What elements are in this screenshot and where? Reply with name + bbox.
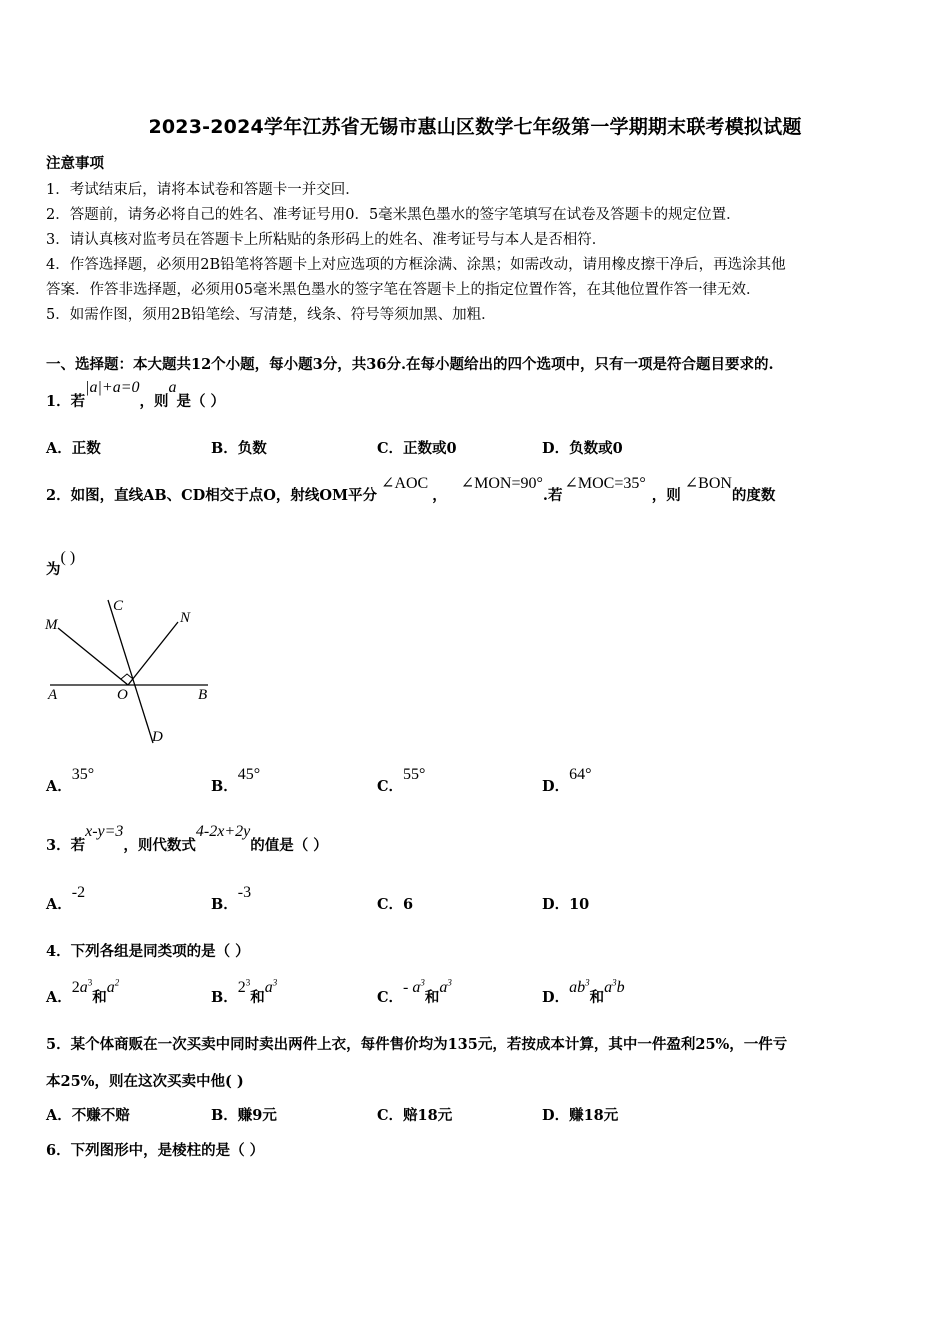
question-5: 5．某个体商贩在一次买卖中同时卖出两件上衣，每件售价均为135元，若按成本计算，其中一件盈利25%，一件亏 bbox=[46, 1036, 788, 1053]
note-item-5: 5．如需作图，须用2B铅笔绘、写清楚，线条、符号等须加黑、加粗． bbox=[46, 307, 496, 323]
line-cd bbox=[108, 600, 153, 743]
q1-option-b: B．负数 bbox=[211, 440, 267, 457]
q2-option-b-letter: B． bbox=[211, 778, 238, 795]
q2-option-b bbox=[211, 766, 261, 796]
q4-option-c-letter: C． bbox=[377, 989, 404, 1006]
q1-mid: ，则 bbox=[139, 393, 169, 410]
q2-option-c bbox=[377, 766, 426, 796]
q2-stem-a: 2．如图，直线AB、CD相交于点O，射线OM平分 bbox=[46, 487, 378, 504]
q4-option-b-and: 和 bbox=[250, 989, 265, 1006]
q2-option-a bbox=[46, 766, 95, 796]
q2-stem-c: 为 bbox=[46, 561, 61, 578]
note-item-4: 4．作答选择题，必须用2B铅笔将答题卡上对应选项的方框涂满、涂黑；如需改动，请用橡皮擦干净后，再选涂其他 bbox=[46, 257, 786, 273]
q4-option-d: D．$ab^3$和$a^3b$ bbox=[542, 977, 625, 1006]
q2-sep-2: .若 bbox=[542, 487, 563, 504]
q5-option-d: D．赚18元 bbox=[542, 1107, 619, 1124]
q1-option-a: A．正数 bbox=[46, 440, 101, 457]
q3-expr-2: 4-2x+2y bbox=[195, 823, 251, 840]
q2-sep-3: ，则 bbox=[651, 487, 681, 504]
q5-option-b: B．赚9元 bbox=[211, 1107, 277, 1124]
q4-option-a-letter: A． bbox=[46, 989, 72, 1006]
q1-var: a bbox=[168, 379, 177, 396]
q1-num: 1．若 bbox=[46, 393, 86, 410]
q4-option-b: B．$2^3$和$a^3$ bbox=[211, 977, 278, 1006]
q2-option-d bbox=[542, 766, 592, 796]
q2-option-a-letter: A． bbox=[46, 778, 72, 795]
q4-option-a-and: 和 bbox=[92, 989, 107, 1006]
question-2-cont bbox=[46, 549, 76, 579]
label-c: C bbox=[113, 598, 124, 614]
q3-expr-1: x-y=3 bbox=[85, 823, 124, 840]
q3-option-b bbox=[211, 884, 252, 914]
q4-option-c-and: 和 bbox=[424, 989, 440, 1006]
q5-option-a: A．不赚不赔 bbox=[46, 1107, 130, 1124]
q2-option-c-letter: C． bbox=[377, 778, 404, 795]
q2-figure bbox=[40, 595, 220, 755]
note-item-1: 1．考试结束后，请将本试卷和答题卡一并交回． bbox=[46, 182, 360, 198]
label-o: O bbox=[117, 687, 128, 703]
q2-option-a-value: 35° bbox=[71, 766, 95, 783]
q2-paren: ( ) bbox=[60, 549, 76, 566]
q3-option-a-value: -2 bbox=[71, 884, 86, 901]
q2-angle-mon: ∠MON=90° bbox=[460, 475, 543, 492]
note-item-2: 2．答题前，请务必将自己的姓名、准考证号用0．5毫米黑色墨水的签字笔填写在试卷及答题卡的规定位置． bbox=[46, 207, 741, 223]
q2-sep-1: ， bbox=[432, 487, 447, 504]
q5-option-c: C．赔18元 bbox=[377, 1107, 453, 1124]
q4-option-a: A．$2a^3$和$a^2$ bbox=[46, 977, 120, 1006]
q4-option-d-letter: D． bbox=[542, 989, 570, 1006]
q3-option-d-value: 10 bbox=[569, 896, 590, 913]
q2-angle-moc: ∠MOC=35° bbox=[564, 475, 646, 492]
question-6: 6．下列图形中，是棱柱的是（ ） bbox=[46, 1142, 265, 1159]
label-b: B bbox=[198, 687, 208, 703]
q2-angle-aoc: ∠AOC bbox=[381, 475, 429, 492]
q1-option-c: C．正数或0 bbox=[377, 440, 457, 457]
q3-option-d-letter: D． bbox=[542, 896, 570, 913]
q3-option-a-letter: A． bbox=[46, 896, 72, 913]
question-1 bbox=[46, 379, 226, 411]
q2-option-d-letter: D． bbox=[542, 778, 570, 795]
section-heading: 一、选择题：本大题共12个小题，每小题3分，共36分.在每小题给出的四个选项中，只有一项是符合题目要求的. bbox=[46, 356, 774, 373]
q2-option-d-value: 64° bbox=[569, 766, 592, 783]
q1-expr: |a|+a=0 bbox=[85, 379, 140, 396]
q4-option-c: C．- $a^3$和$a^3$ bbox=[377, 977, 452, 1006]
q3-option-a bbox=[46, 884, 86, 914]
question-4: 4．下列各组是同类项的是（ ） bbox=[46, 943, 250, 960]
q2-stem-b: 的度数 bbox=[731, 487, 776, 504]
label-a: A bbox=[48, 687, 58, 703]
note-item-4-cont: 答案．作答非选择题，必须用05毫米黑色墨水的签字笔在答题卡上的指定位置作答，在其他位置作答一律无效． bbox=[46, 282, 761, 298]
q2-option-c-value: 55° bbox=[403, 766, 426, 783]
q3-option-d bbox=[542, 893, 589, 914]
question-5-cont: 本25%，则在这次买卖中他( ) bbox=[46, 1073, 244, 1090]
q3-option-b-value: -3 bbox=[237, 884, 252, 901]
q3-option-c-letter: C． bbox=[377, 896, 404, 913]
note-item-3: 3．请认真核对监考员在答题卡上所粘贴的条形码上的姓名、准考证号与本人是否相符． bbox=[46, 232, 607, 248]
question-3 bbox=[46, 823, 328, 855]
q2-angle-bon: ∠BON bbox=[684, 475, 732, 492]
q4-option-d-and: 和 bbox=[589, 989, 605, 1006]
exam-title: 2023-2024学年江苏省无锡市惠山区数学七年级第一学期期末联考模拟试题 bbox=[148, 116, 802, 138]
question-2 bbox=[46, 475, 776, 505]
ray-on bbox=[128, 622, 178, 685]
q3-num: 3．若 bbox=[46, 837, 86, 854]
notes-heading: 注意事项 bbox=[46, 155, 104, 172]
q3-option-c-value: 6 bbox=[403, 896, 414, 913]
q4-option-b-letter: B． bbox=[211, 989, 238, 1006]
label-d: D bbox=[152, 729, 163, 745]
q2-option-b-value: 45° bbox=[237, 766, 261, 783]
q3-option-c bbox=[377, 893, 413, 914]
q1-tail: 是（ ） bbox=[176, 393, 226, 410]
q3-option-b-letter: B． bbox=[211, 896, 238, 913]
q3-mid: ，则代数式 bbox=[123, 837, 196, 854]
q1-option-d: D．负数或0 bbox=[542, 440, 623, 457]
label-m: M bbox=[45, 617, 58, 633]
ray-om bbox=[58, 628, 128, 685]
q3-tail: 的值是（ ） bbox=[250, 837, 328, 854]
label-n: N bbox=[180, 610, 191, 626]
